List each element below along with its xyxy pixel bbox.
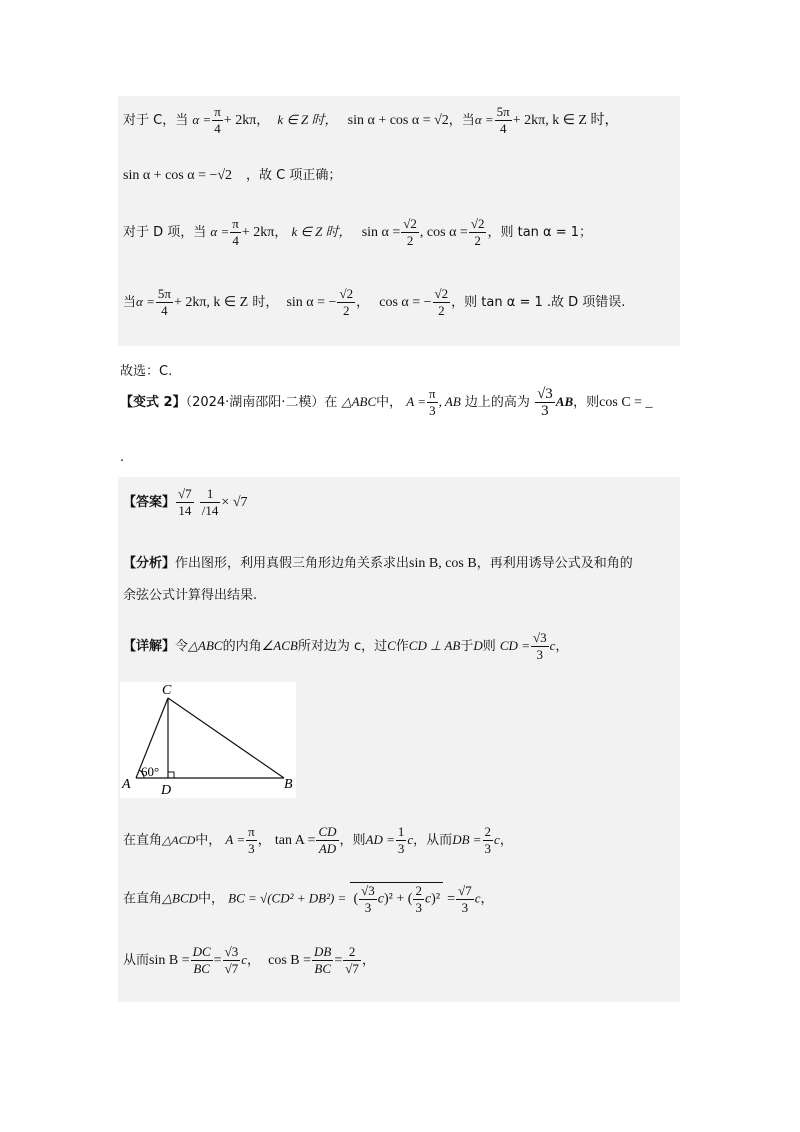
fraction: $\frac{√2}{2}$ (434, 286, 449, 318)
fraction: $\frac{DC}{BC}$ (192, 944, 211, 976)
fraction: $\frac{1}{/14}$ (201, 486, 219, 518)
option-d-line-2: 当α = $\frac{5\pi}{4}$ + 2kπ, k ∈ Z 时， sin α = − $\frac{√2}{2}$ ， cos α = − $\frac{√2}{2}$ ，则 tan α = 1 .故 D 项错误. (123, 286, 626, 318)
angle-label: 60° (141, 764, 160, 779)
label-d: D (161, 783, 172, 798)
fraction: $\frac{2}{√7}$ (345, 944, 359, 976)
analysis-line-1: 【分析】作出图形，利用真假三角形边角关系求出sin B, cos B，再利用诱导公式及和角的 (123, 556, 633, 571)
acd-line: 在直角△ACD中， A = $\frac{\pi}{3}$ ， tan A = $\frac{CD}{AD}$ ，则AD = $\frac{1}{3}$ c，从而DB = $\frac{2}{3}$ c， (123, 824, 513, 856)
fraction: $\frac{√2}{2}$ (339, 286, 354, 318)
fraction: $\frac{√3}{3}$ (361, 883, 375, 915)
detail-line: 【详解】令△ABC的内角∠ACB所对边为 c，过C作CD ⊥ AB于D则 CD = $\frac{√3}{3}$ c， (123, 630, 569, 662)
fraction: $\frac{√2}{2}$ (470, 216, 485, 248)
fraction: $\frac{1}{3}$ (397, 824, 405, 856)
option-c-line-1: 对于 C，当 α = $\frac{\pi}{4}$ + 2kπ， k ∈ Z 时， sin α + cos α = √2，当α = $\frac{5\pi}{4}$ + 2kπ, k ∈ Z 时， (123, 104, 619, 136)
label-b: B (284, 777, 293, 792)
variant-question: 【变式 2】（2024·湖南邵阳·二模）在 △ABC中， A = $\frac{\pi}{3}$ , AB 边上的高为 $\frac{√3}{3}$ AB，则cos C = _ (120, 386, 653, 419)
fraction: $\frac{CD}{AD}$ (318, 824, 337, 856)
fraction: $\frac{\pi}{4}$ (232, 216, 239, 248)
choose-line: 故选：C. (120, 364, 173, 379)
fraction: $\frac{2}{3}$ (415, 883, 422, 915)
fraction: $\frac{√3}{3}$ (537, 386, 553, 419)
option-d-line-1: 对于 D 项，当 α = $\frac{\pi}{4}$ + 2kπ， k ∈ Z 时， sin α = $\frac{√2}{2}$ , cos α = $\frac{√2}{2}$ ，则 tan α = 1； (123, 216, 593, 248)
fraction: $\frac{2}{3}$ (484, 824, 492, 856)
fraction: $\frac{√7}{14}$ (178, 486, 192, 518)
answer-line: 【答案】 $\frac{√7}{14}$ $\frac{1}{/14}$ × √7 (123, 486, 248, 518)
label-c: C (162, 683, 172, 698)
triangle-figure (120, 682, 296, 798)
fraction: $\frac{√3}{√7}$ (224, 944, 239, 976)
fraction: $\frac{5\pi}{4}$ (496, 104, 510, 136)
option-c-line-2: sin α + cos α = −√2 ，故 C 项正确； (123, 168, 342, 183)
fraction: $\frac{√7}{3}$ (458, 882, 472, 915)
fraction: $\frac{√2}{2}$ (403, 216, 417, 248)
variant-dot: . (120, 450, 125, 465)
sqrt-expression: ( $\frac{√3}{3}$ c)² + ( $\frac{2}{3}$ c)² (350, 882, 443, 916)
analysis-line-2: 余弦公式计算得出结果. (123, 588, 258, 603)
label-a: A (122, 777, 131, 792)
fraction: $\frac{\pi}{3}$ (248, 824, 255, 856)
fraction: $\frac{\pi}{4}$ (214, 104, 221, 136)
bcd-line: 在直角△BCD中， BC = √(CD² + DB²) = ( $\frac{√3}{3}$ c)² + ( $\frac{2}{3}$ c)² = $\frac{√7}{3}$ c， (123, 882, 494, 915)
fraction: $\frac{\pi}{3}$ (429, 386, 436, 418)
fraction: $\frac{5\pi}{4}$ (157, 286, 171, 318)
final-line: 从而sin B = $\frac{DC}{BC}$ = $\frac{√3}{√7}$ c， cos B = $\frac{DB}{BC}$ = $\frac{2}{√7}$ ， (123, 944, 375, 976)
fraction: $\frac{DB}{BC}$ (314, 944, 332, 976)
fraction: $\frac{√3}{3}$ (532, 630, 547, 662)
